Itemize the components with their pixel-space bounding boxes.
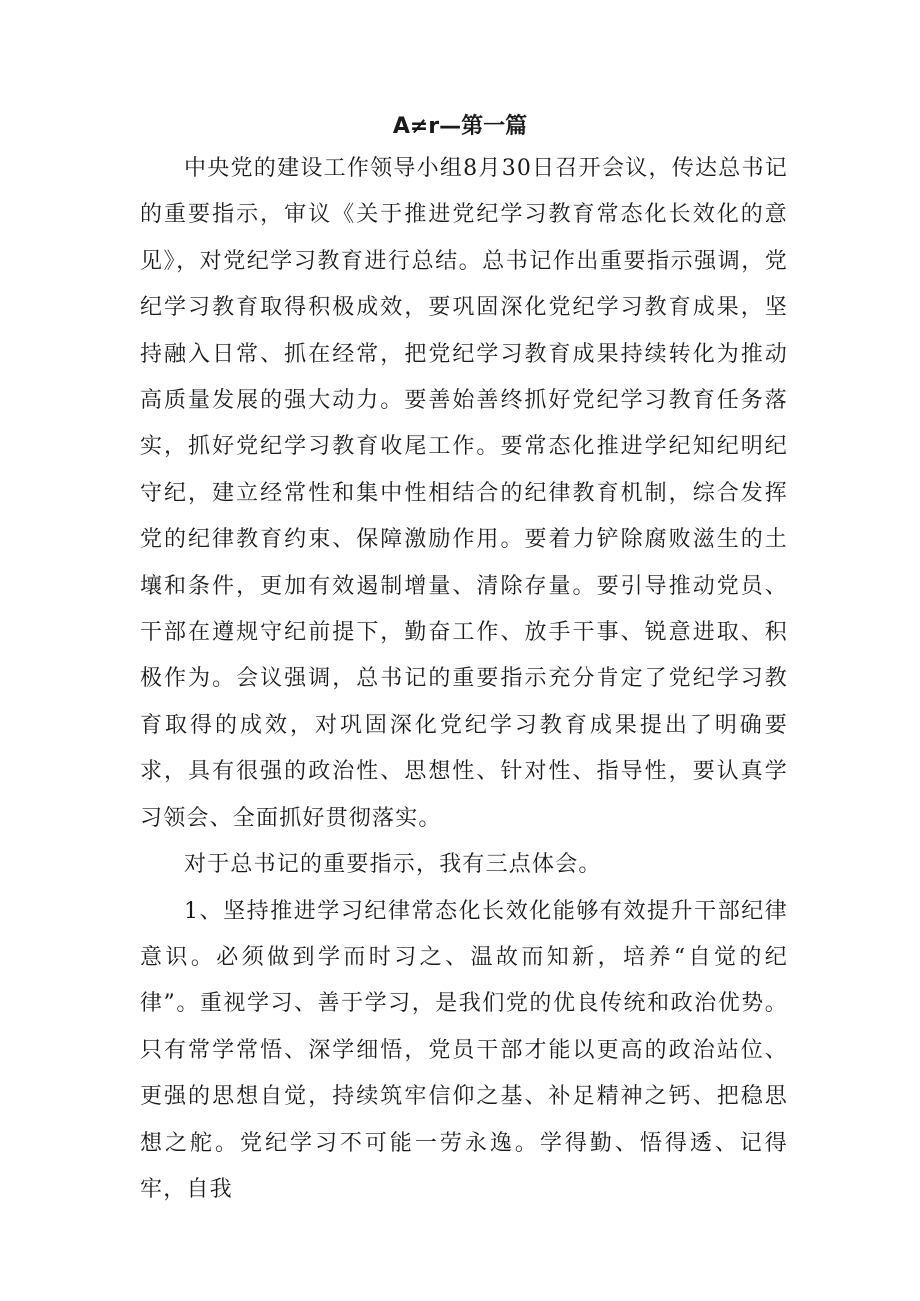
- document-body: [140, 146, 788, 1213]
- paragraph-meeting-summary: 中央党的建设工作领导小组8月30日召开会议，传达总书记的重要指示，审议《关于推进党纪学习教育常态化长效化的意见》，对党纪学习教育进行总结。总书记作出重要指示强调，党纪学习教育取得积极成效，要巩固深化党纪学习教育成果，坚持融入日常、抓在经常，把党纪学习教育成果持续转化为推动高质量发展的强大动力。要善始善终抓好党纪学习教育任务落实，抓好党纪学习教育收尾工作。要常态化推进学纪知纪明纪守纪，建立经常性和集中性相结合的纪律教育机制，综合发挥党的纪律教育约束、保障激励作用。要着力铲除腐败滋生的土壤和条件，更加有效遏制增量、清除存量。要引导推动党员、干部在遵规守纪前提下，勤奋工作、放手干事、锐意进取、积极作为。会议强调，总书记的重要指示充分肯定了党纪学习教育取得的成效，对巩固深化党纪学习教育成果提出了明确要求，具有很强的政治性、思想性、针对性、指导性，要认真学习领会、全面抓好贯彻落实。: [140, 156, 788, 831]
- paragraph-point-one: 1、坚持推进学习纪律常态化长效化能够有效提升干部纪律意识。必须做到学而时习之、温故而知新，培养“自觉的纪律”。重视学习、善于学习，是我们党的优良传统和政治优势。只有常学常悟、深学细悟，党员干部才能以更高的政治站位、更强的思想自觉，持续筑牢信仰之基、补足精神之钙、把稳思想之舵。党纪学习不可能一劳永逸。学得勤、悟得透、记得牢，自我: [140, 898, 788, 1202]
- document-title: A≠r—第一篇: [392, 114, 528, 139]
- paragraph-three-points-intro: 对于总书记的重要指示，我有三点体会。: [184, 852, 602, 878]
